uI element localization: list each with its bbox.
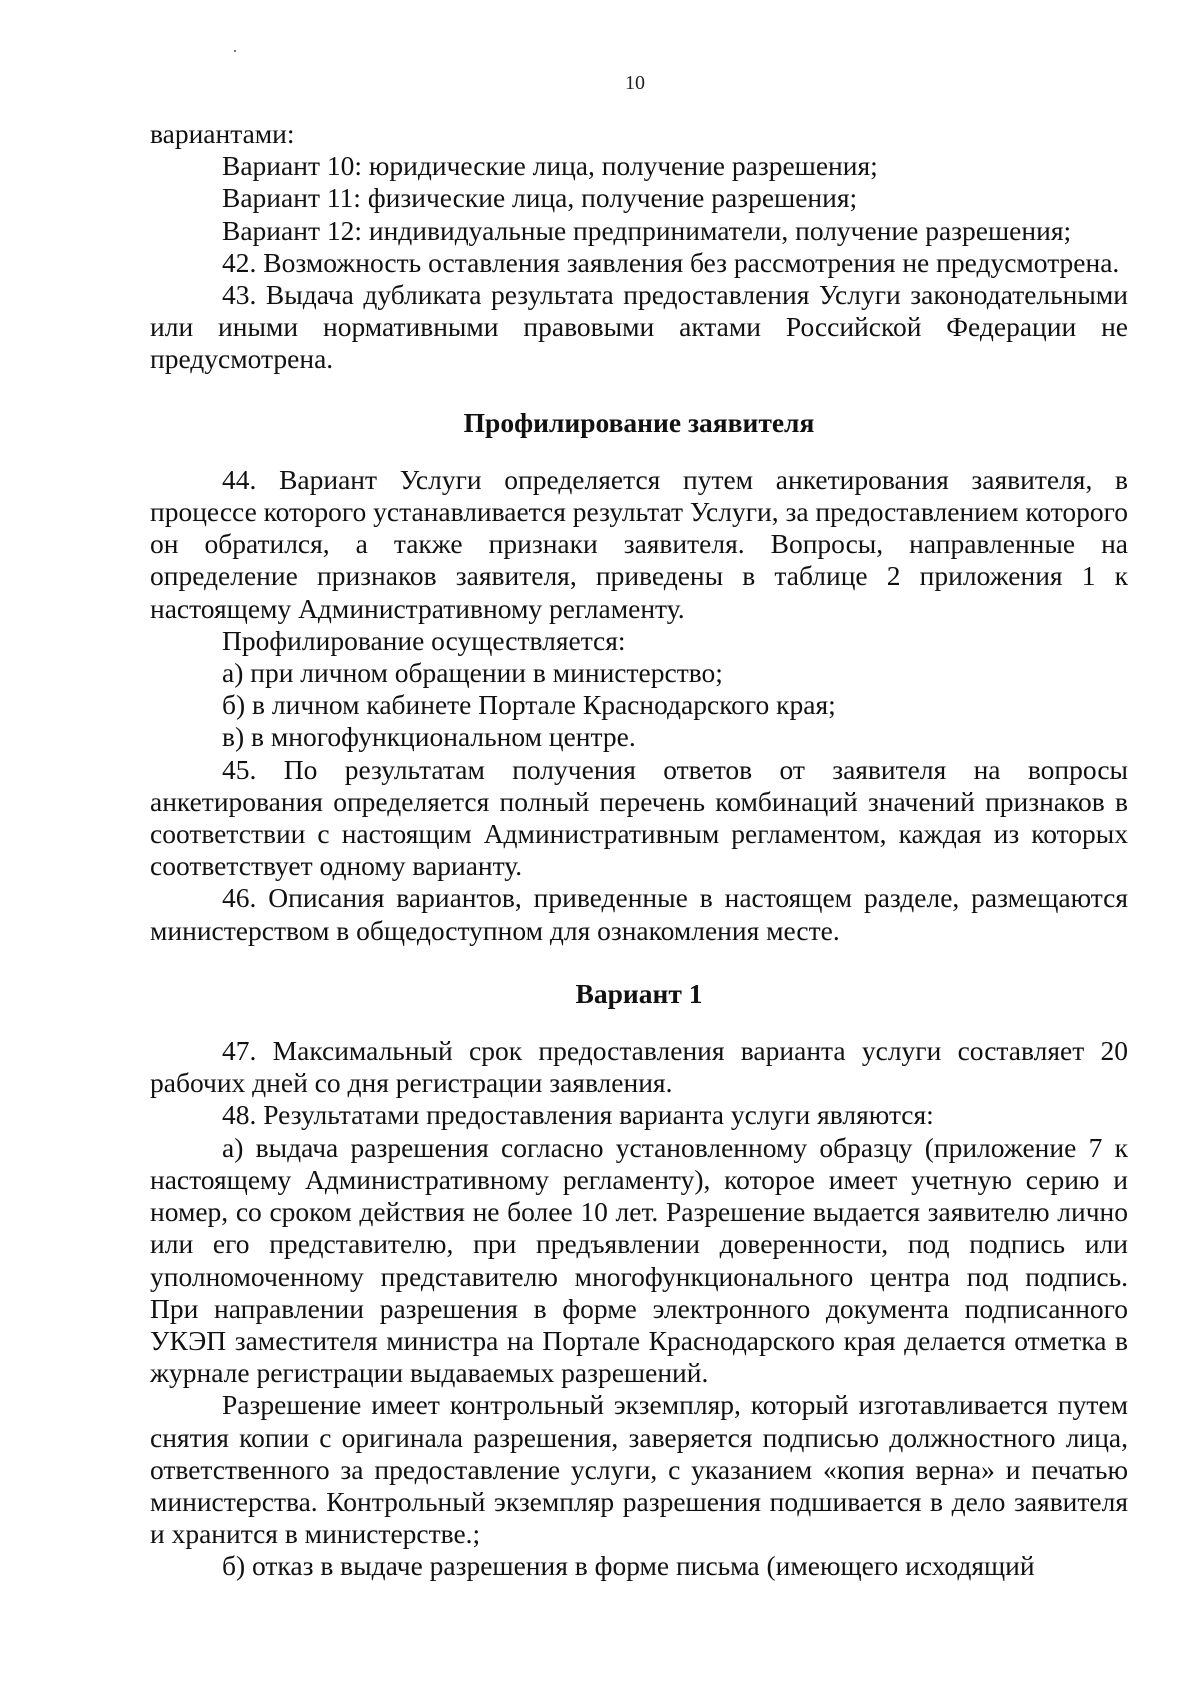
variant-11-line: Вариант 11: физические лица, получение разрешения; <box>222 182 858 214</box>
document-body <box>150 118 1128 1583</box>
paragraph-continuation: вариантами: <box>150 118 295 149</box>
variant-12-line: Вариант 12: индивидуальные предприниматели, получение разрешения; <box>222 214 1072 246</box>
paragraph-46: 46. Описания вариантов, приведенные в настоящем разделе, размещаются министерством в общедоступном для ознакомления месте. <box>150 882 1128 946</box>
section-heading-variant-1: Вариант 1 <box>575 977 703 1009</box>
paragraph-47: 47. Максимальный срок предоставления варианта услуги составляет 20 рабочих дней со дня регистрации заявления. <box>150 1035 1128 1099</box>
spacer <box>150 439 1128 464</box>
list-item-v: в) в многофункциональном центре. <box>222 721 636 753</box>
spacer <box>150 947 1128 978</box>
page-number: 10 <box>625 72 645 94</box>
paragraph-profiling-intro: Профилирование осуществляется: <box>222 624 626 656</box>
list-item-b: б) в личном кабинете Портале Краснодарского края; <box>222 689 836 721</box>
paragraph-42: 42. Возможность оставления заявления без рассмотрения не предусмотрена. <box>222 246 1120 278</box>
paragraph-48: 48. Результатами предоставления варианта услуги являются: <box>222 1099 934 1131</box>
paragraph-control-copy: Разрешение имеет контрольный экземпляр, который изготавливается путем снятия копии с оригинала разрешения, заверяется подписью должностного лица, ответственного за предоставление услуги, с указанием «копия верна» и печатью министерства. Контрольный экземпляр разрешения подшивается в дело заявителя и хранится в министерстве.; <box>150 1389 1128 1550</box>
paragraph-44: 44. Вариант Услуги определяется путем анкетирования заявителя, в процессе которого устанавливается результат Услуги, за предоставлением которого он обратился, а также признаки заявителя. Вопросы, направленные на определение признаков заявителя, приведены в таблице 2 приложения 1 к настоящему Административному регламенту. <box>150 463 1128 624</box>
section-heading-profiling: Профилирование заявителя <box>463 406 815 438</box>
spacer <box>150 376 1128 407</box>
variant-10-line: Вариант 10: юридические лица, получение разрешения; <box>222 150 878 182</box>
paragraph-45: 45. По результатам получения ответов от заявителя на вопросы анкетирования определяется полный перечень комбинаций значений признаков в соответствии с настоящим Административным регламентом, каждая из которых соответствует одному варианту. <box>150 753 1128 882</box>
result-item-a: а) выдача разрешения согласно установленному образцу (приложение 7 к настоящему Административному регламенту), которое имеет учетную серию и номер, со сроком действия не более 10 лет. Разрешение выдается заявителю лично или его представителю, при предъявлении доверенности, под подпись или уполномоченному представителю многофункционального центра под подпись. При направлении разрешения в форме электронного документа подписанного УКЭП заместителя министра на Портале Краснодарского края делается отметка в журнале регистрации выдаваемых разрешений. <box>150 1131 1128 1389</box>
paragraph-43: 43. Выдача дубликата результата предоставления Услуги законодательными или иными нормативными правовыми актами Российской Федерации не предусмотрена. <box>150 279 1128 375</box>
scan-speck <box>234 50 236 52</box>
spacer <box>150 1010 1128 1035</box>
list-item-a: а) при личном обращении в министерство; <box>222 657 723 689</box>
result-item-b: б) отказ в выдаче разрешения в форме письма (имеющего исходящий <box>222 1550 1035 1582</box>
